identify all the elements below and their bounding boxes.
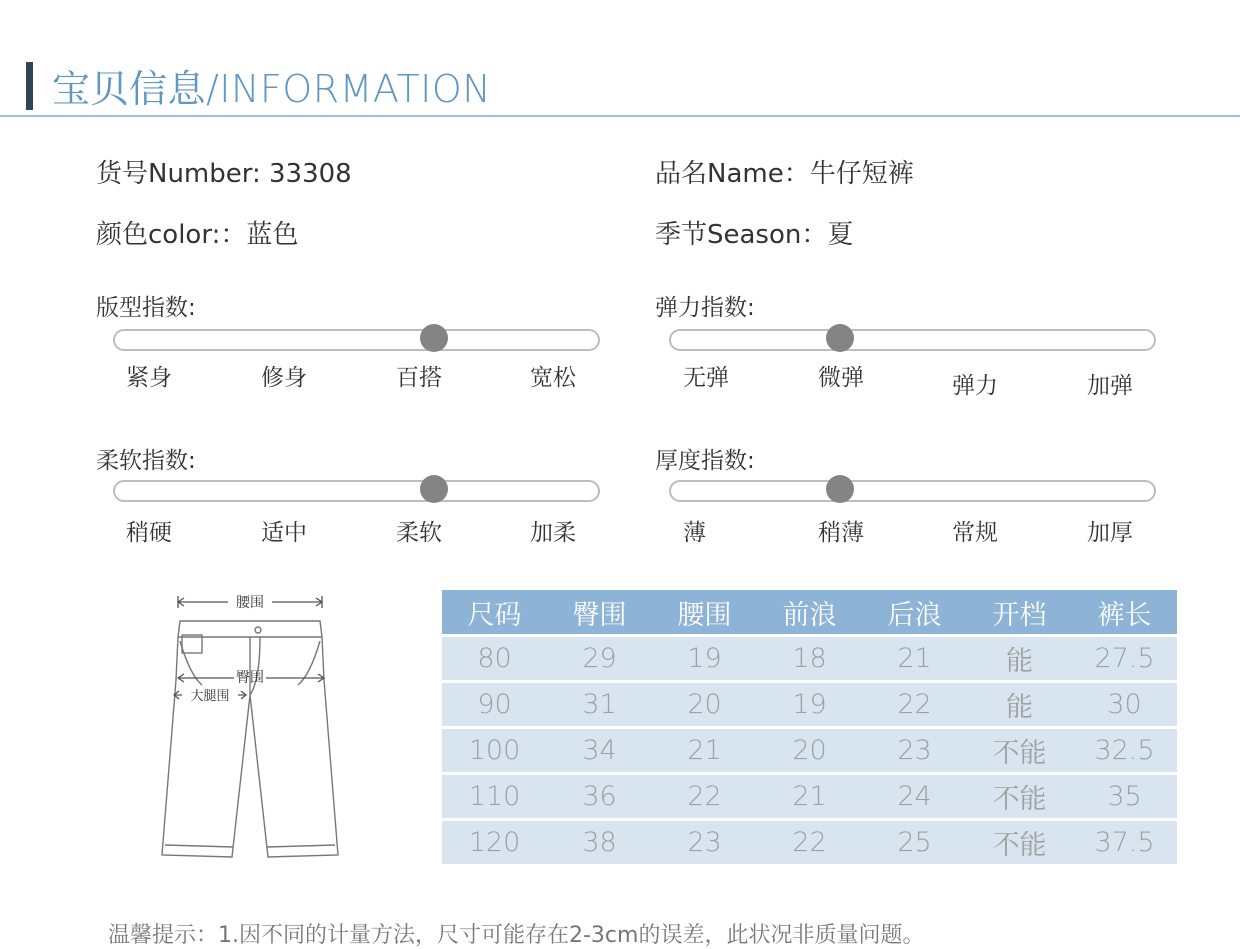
table-cell: 不能: [967, 775, 1072, 818]
elastic-option: 弹力: [952, 373, 998, 399]
header-cell: 腰围: [652, 590, 757, 634]
table-cell: 23: [652, 821, 757, 864]
thickness-option: 稍薄: [818, 520, 864, 546]
elastic-option: 无弹: [683, 365, 729, 391]
table-cell: 90: [442, 683, 547, 726]
product-season: 季节Season：夏: [655, 220, 854, 250]
product-name: 品名Name：牛仔短裤: [655, 159, 914, 189]
table-cell: 不能: [967, 729, 1072, 772]
thickness-index-label: 厚度指数:: [655, 448, 755, 474]
table-cell: 100: [442, 729, 547, 772]
table-row: [442, 683, 1177, 726]
elastic-index-knob: [826, 324, 854, 352]
table-cell: 22: [652, 775, 757, 818]
table-cell: 24: [862, 775, 967, 818]
soft-index-label: 柔软指数:: [96, 448, 196, 474]
thickness-option: 薄: [683, 520, 706, 546]
fly-stitch: [250, 637, 260, 695]
table-cell: 25: [862, 821, 967, 864]
elastic-option: 微弹: [818, 365, 864, 391]
soft-index-slider: [113, 480, 600, 502]
table-cell: 23: [862, 729, 967, 772]
table-cell: 31: [547, 683, 652, 726]
table-cell: 36: [547, 775, 652, 818]
section-title: 宝贝信息/INFORMATION: [52, 67, 492, 111]
waist-label: 腰围: [236, 595, 264, 611]
thickness-index-knob: [826, 475, 854, 503]
header-cell: 开档: [967, 590, 1072, 634]
table-row: [442, 637, 1177, 680]
elastic-index-label: 弹力指数:: [655, 295, 755, 321]
elastic-option: 加弹: [1087, 373, 1133, 399]
header-cell: 尺码: [442, 590, 547, 634]
header-cell: 裤长: [1072, 590, 1177, 634]
table-cell: 能: [967, 683, 1072, 726]
hip-label: 臀围: [236, 670, 264, 686]
table-cell: 35: [1072, 775, 1177, 818]
footnote-tip: 温馨提示：1.因不同的计量方法，尺寸可能存在2-3cm的误差，此状况非质量问题。: [108, 923, 925, 948]
elastic-index-slider: [669, 329, 1156, 351]
soft-option: 适中: [261, 520, 307, 546]
header-accent-bar: [26, 62, 33, 110]
table-cell: 18: [757, 637, 862, 680]
table-cell: 22: [862, 683, 967, 726]
table-cell: 32.5: [1072, 729, 1177, 772]
header-cell: 臀围: [547, 590, 652, 634]
fit-index-knob: [420, 324, 448, 352]
size-table-header-row: [442, 590, 1177, 634]
header-cell: 后浪: [862, 590, 967, 634]
table-cell: 37.5: [1072, 821, 1177, 864]
table-cell: 110: [442, 775, 547, 818]
table-cell: 27.5: [1072, 637, 1177, 680]
button-icon: [255, 627, 261, 633]
coin-pocket: [182, 635, 202, 653]
table-cell: 80: [442, 637, 547, 680]
fit-option: 紧身: [126, 365, 172, 391]
table-cell: 19: [652, 637, 757, 680]
table-cell: 120: [442, 821, 547, 864]
shorts-diagram: [150, 585, 350, 870]
thickness-option: 常规: [952, 520, 998, 546]
hem-stitch: [165, 845, 335, 847]
table-row: [442, 821, 1177, 864]
table-cell: 20: [757, 729, 862, 772]
table-cell: 22: [757, 821, 862, 864]
header-cell: 前浪: [757, 590, 862, 634]
fit-option: 百搭: [396, 365, 442, 391]
table-cell: 21: [757, 775, 862, 818]
soft-option: 柔软: [396, 520, 442, 546]
soft-index-knob: [420, 475, 448, 503]
product-number: 货号Number: 33308: [96, 159, 352, 189]
fit-index-label: 版型指数:: [96, 295, 196, 321]
soft-option: 加柔: [530, 520, 576, 546]
thickness-option: 加厚: [1087, 520, 1133, 546]
soft-option: 稍硬: [126, 520, 172, 546]
header-divider: [0, 115, 1240, 117]
fit-option: 宽松: [530, 365, 576, 391]
table-cell: 不能: [967, 821, 1072, 864]
table-cell: 20: [652, 683, 757, 726]
table-cell: 19: [757, 683, 862, 726]
table-cell: 29: [547, 637, 652, 680]
thickness-index-slider: [669, 480, 1156, 502]
table-cell: 21: [652, 729, 757, 772]
size-table: [442, 587, 1177, 867]
table-row: [442, 729, 1177, 772]
table-cell: 能: [967, 637, 1072, 680]
table-cell: 30: [1072, 683, 1177, 726]
table-cell: 38: [547, 821, 652, 864]
fit-index-slider: [113, 329, 600, 351]
table-row: [442, 775, 1177, 818]
thigh-label: 大腿围: [190, 689, 230, 704]
fit-option: 修身: [261, 365, 307, 391]
table-cell: 21: [862, 637, 967, 680]
product-color: 颜色color:：蓝色: [96, 220, 299, 250]
table-cell: 34: [547, 729, 652, 772]
